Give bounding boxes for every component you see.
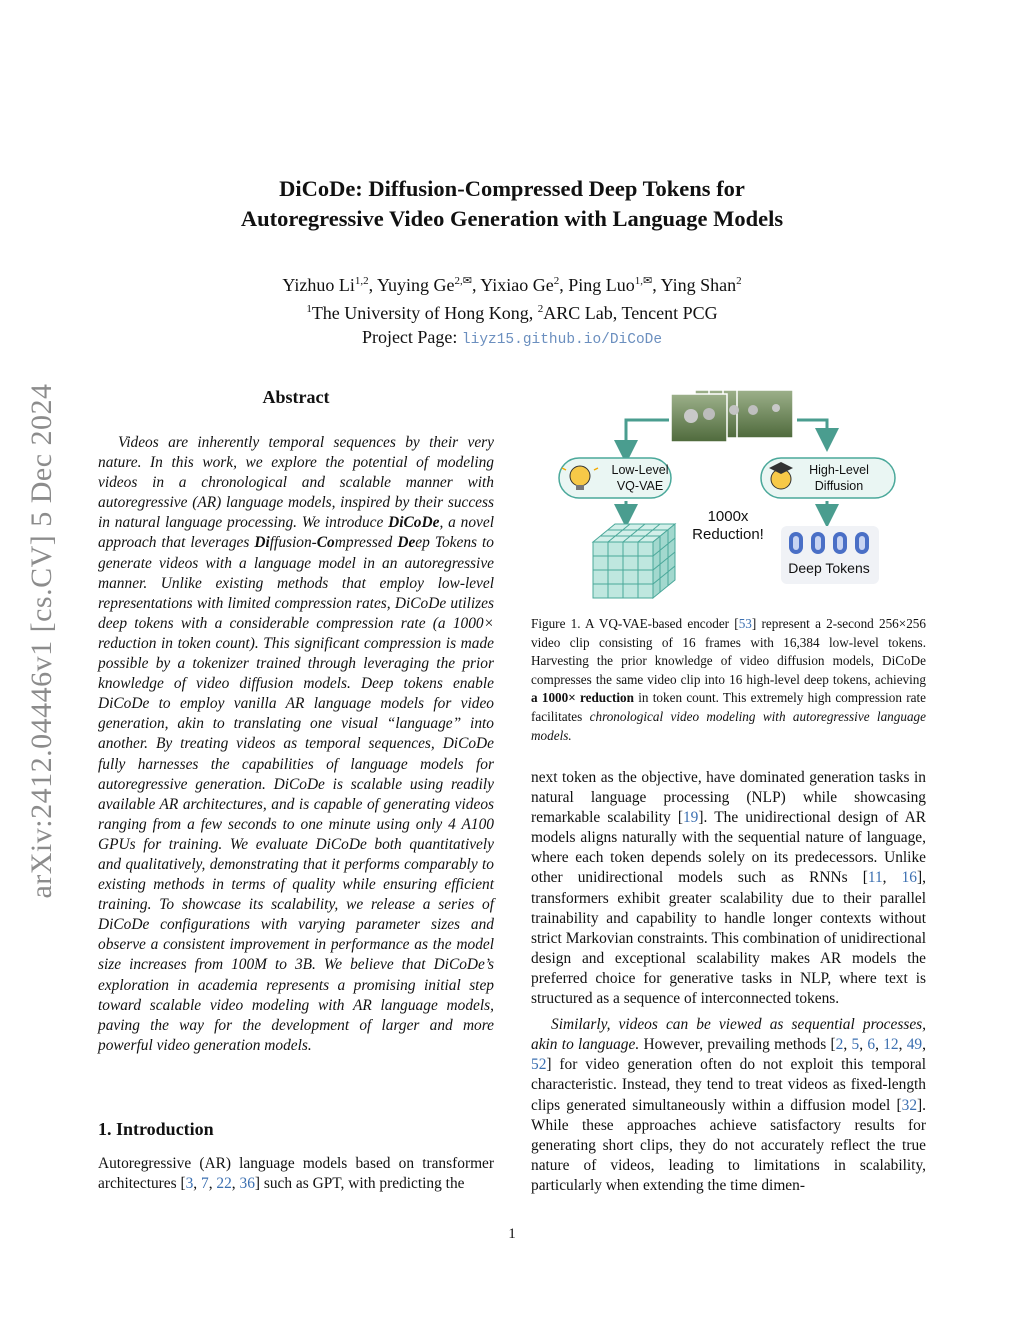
author-sup: 2	[736, 275, 742, 287]
abstract-text: ffusion-	[269, 534, 317, 552]
citation-link[interactable]: 16	[901, 869, 917, 887]
vqvae-label-2: VQ-VAE	[616, 479, 664, 493]
author-list: Yizhuo Li$^{1,2}$, Yuying $Ge^{2,✉}$, Yixiao Ge$^2$, Ping Luo$^{1,✉}$, Ying Shan$^2$	[282, 275, 742, 295]
affiliation-1: The University of Hong Kong,	[311, 303, 538, 323]
citation-link[interactable]: 7	[201, 1175, 209, 1193]
abstract-text: mpressed	[334, 534, 398, 552]
author-sup: 1,✉	[634, 275, 653, 287]
aff-sup: 2	[537, 303, 544, 315]
citation-link[interactable]: 6	[867, 1036, 876, 1054]
body-italic: Similarly, videos can be viewed as sequential processes, akin to language.	[531, 1016, 926, 1054]
paragraph	[531, 1015, 926, 1196]
right-column-body	[531, 768, 926, 1202]
title-line-2: Autoregressive Video Generation with Language Models	[240, 206, 784, 231]
abstract-text: ep Tokens to generate videos with a language model in an autoregressive manner. Unlike existing methods that employ low-level representations with limited compression rates, DiCoDe utilizes deep tokens with a considerable compression rate (a 1000× reduction in token count). This significant compression is made possible by a tokenizer trained through leveraging the prior knowledge of video diffusion models. Deep tokens enable DiCoDe to employ vanilla AR language models for video generation, akin to translating one visual “language” into another. By treating videos as temporal sequences, DiCoDe fully harnesses the capabilities of language models for autoregressive generation. DiCoDe is scalable using readily available AR architectures, and is capable of generating videos ranging from a few seconds to one minute using only 4 A100 GPUs for training. We evaluate DiCoDe both quantitatively and qualitatively, demonstrating that it performs comparably to existing methods in terms of quality while ensuring efficient training. To showcase its scalability, we release a series of DiCoDe configurations with varying parameter sizes and observe a consistent improvement in performance as the model size increases from 100M to 3B. We believe that DiCoDe’s exploration in academia represents a promising initial step toward scalable video modeling with AR language models, paving the way for the development of larger and more powerful video generation models.	[98, 534, 494, 1054]
abstract-bold: Co	[316, 534, 335, 552]
body-text: ]. The unidirectional design of AR models aligns naturally with the sequential nature of language, where each token depends solely on its predecessors. Unlike other unidirectional models such as RNNs [	[531, 809, 926, 887]
arrow-left	[626, 420, 669, 452]
intro-text: ,	[208, 1175, 217, 1193]
arrow-right	[797, 420, 827, 440]
author-block	[0, 269, 1024, 352]
title-line-1: DiCoDe: Diffusion-Compressed Deep Tokens for	[279, 176, 745, 201]
body-text: ] for video generation often do not exploit this temporal characteristic. Instead, they tend to treat videos as fixed-length clips generated simultaneously within a diffusion model [	[531, 1056, 926, 1114]
intro-text: ] such as GPT, with predicting the	[254, 1175, 465, 1193]
citation-link[interactable]: 2	[835, 1036, 844, 1054]
abstract-text: Videos are inherently temporal sequences by their very nature. In this work, we explore the potential of modeling videos in a chronological and scalable manner with autoregressive (AR) language models, inspired by their success in natural language processing. We introduce	[98, 434, 494, 532]
vqvae-label-1: Low-Level	[611, 463, 669, 477]
author-name: Yixiao Ge	[480, 275, 554, 295]
paragraph	[531, 768, 926, 1009]
citation-link[interactable]: 3	[185, 1175, 194, 1193]
citation-link[interactable]: 49	[906, 1036, 923, 1054]
intro-text: ,	[193, 1175, 201, 1193]
aff-sup: 1	[306, 303, 312, 315]
body-text: ,	[859, 1036, 868, 1054]
citation-link[interactable]: 5	[851, 1036, 860, 1054]
intro-text: Autoregressive (AR) language models based on transformer architectures [	[98, 1155, 494, 1193]
body-text: ,	[898, 1036, 907, 1054]
author-name: Ping Luo	[568, 275, 635, 295]
caption-text: Figure 1. A VQ-VAE-based encoder [	[531, 616, 739, 631]
figure-caption	[531, 615, 926, 745]
citation-link[interactable]: 52	[531, 1056, 547, 1074]
abstract-body	[98, 433, 494, 1056]
body-text: ]. While these approaches achieve satisfactory results for generating short clips, they do not accurately reflect the true nature of videos, leading to limitations in scalability, particularly when extending the time dimen-	[531, 1096, 926, 1194]
body-text: However, prevailing methods [	[639, 1036, 836, 1054]
citation-link[interactable]: 11	[867, 869, 883, 887]
body-text: ,	[843, 1036, 852, 1054]
diffusion-label-2: Diffusion	[814, 479, 864, 493]
citation-link[interactable]: 12	[883, 1036, 899, 1054]
page-number: 1	[508, 1226, 516, 1242]
abstract-bold: DiCoDe	[388, 514, 440, 532]
citation-link[interactable]: 22	[216, 1175, 232, 1193]
intro-text: ,	[231, 1175, 240, 1193]
abstract-heading: Abstract	[262, 387, 330, 407]
reduction-label-2: Reduction!	[692, 526, 764, 543]
body-text: ,	[875, 1036, 884, 1054]
affiliation-2: ARC Lab, Tencent PCG	[543, 303, 718, 323]
author-name: Yuying Ge	[376, 275, 455, 295]
abstract-bold: De	[397, 534, 416, 552]
figure-1	[531, 380, 931, 605]
low-level-token-cube	[593, 524, 675, 598]
body-text: ,	[922, 1036, 926, 1054]
abstract-text: , a novel approach that leverages	[98, 514, 494, 552]
author-sup: 2,✉	[454, 275, 472, 287]
citation-link[interactable]: 53	[738, 616, 752, 631]
caption-italic: chronological video modeling with autoregressive language models.	[531, 708, 926, 743]
project-label: Project Page:	[361, 327, 462, 347]
citation-link[interactable]: 32	[901, 1096, 918, 1114]
author-name: Ying Shan	[660, 275, 737, 295]
deep-tokens-label: Deep Tokens	[788, 560, 870, 576]
author-sup: 1,2	[354, 275, 369, 287]
body-text: ], transformers exhibit greater scalability due to their parallel trainability and capability to handle longer contexts without strict Markovian constraints. This combination of unidirectional design and exceptional scalability makes AR models the preferred choice for generative tasks in NLP, where text is structured as a sequence of interconnected tokens.	[531, 869, 926, 1008]
intro-body	[98, 1154, 494, 1194]
project-link[interactable]: liyz15.github.io/DiCoDe	[461, 332, 663, 348]
paper-title	[0, 174, 1024, 234]
citation-link[interactable]: 36	[239, 1175, 255, 1193]
reduction-label-1: 1000x	[707, 508, 749, 525]
diffusion-label-1: High-Level	[809, 463, 869, 477]
video-frames-image	[671, 390, 793, 442]
arxiv-stamp: arXiv:2412.04446v1 [cs.CV] 5 Dec 2024	[25, 383, 58, 899]
caption-text: in token count. This extremely high compression rate facilitates	[531, 690, 926, 724]
author-sup: 2	[553, 275, 560, 287]
abstract-bold: Di	[254, 534, 270, 552]
intro-heading: 1. Introduction	[98, 1119, 214, 1139]
body-text: ,	[882, 869, 902, 887]
project-page	[0, 325, 1024, 352]
affiliations	[0, 297, 1024, 325]
citation-link[interactable]: 19	[682, 809, 699, 827]
caption-text: ] represent a 2-second 256×256 video clip consisting of 16 frames with 16,384 low-level tokens. Harvesting the prior knowledge of video diffusion models, DiCoDe compresses the same video clip into 16 high-level deep tokens, achieving	[531, 616, 926, 687]
author-name: Yizhuo Li	[282, 275, 355, 295]
body-text: next token as the objective, have dominated generation tasks in natural language processing (NLP) while showcasing remarkable scalability [	[531, 769, 926, 827]
caption-bold: a 1000× reduction	[531, 690, 634, 706]
